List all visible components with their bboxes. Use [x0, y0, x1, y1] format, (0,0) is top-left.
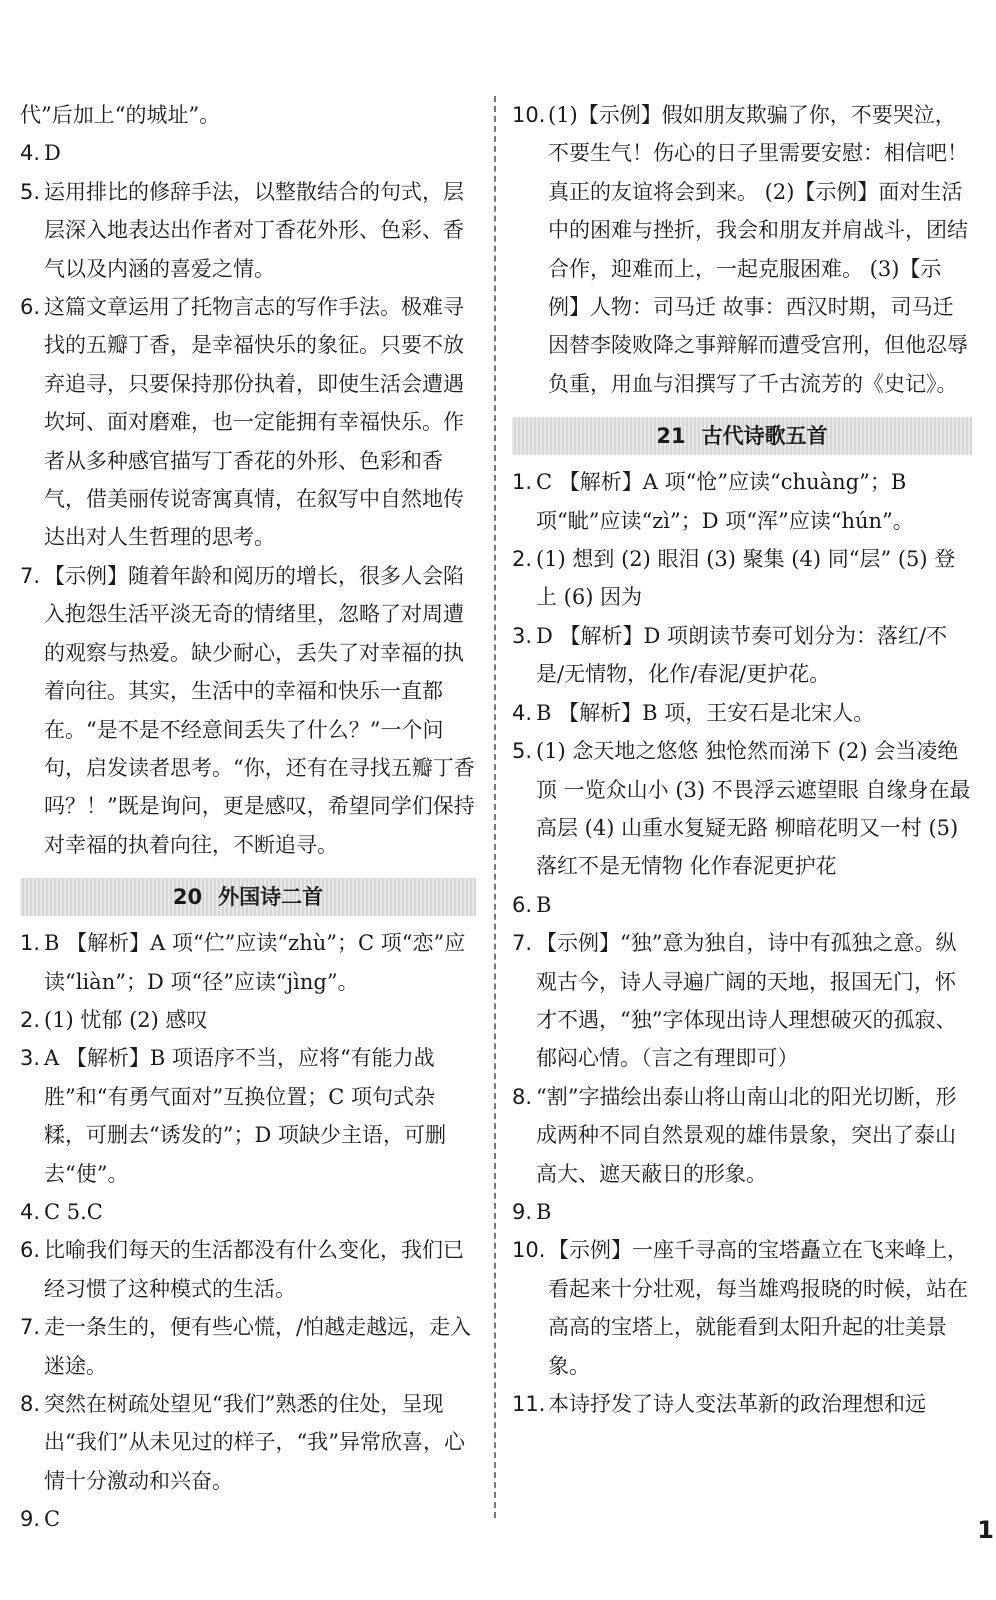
item-number: 2. [20, 1007, 41, 1032]
page-number: 1 [977, 1516, 994, 1544]
item-number: 9. [512, 1199, 533, 1224]
answer-item [20, 96, 476, 134]
section-heading [20, 878, 476, 916]
answer-item [20, 1231, 476, 1308]
item-text: D [44, 141, 61, 166]
item-text: 比喻我们每天的生活都没有什么变化，我们已经习惯了这种模式的生活。 [44, 1238, 464, 1301]
item-text: (1) 想到 (2) 眼泪 (3) 聚集 (4) 同“层” (5) 登上 (6) 因为 [536, 547, 956, 610]
answer-item [20, 924, 476, 1001]
item-number: 10. [512, 103, 546, 127]
item-text: 运用排比的修辞手法，以整散结合的句式，层层深入地表达出作者对丁香花外形、色彩、香气以及内涵的喜爱之情。 [44, 179, 464, 281]
item-text: “割”字描绘出泰山将山南山北的阳光切断，形成两种不同自然景观的雄伟景象，突出了泰山高大、遮天蔽日的形象。 [536, 1084, 957, 1186]
item-number: 4. [512, 700, 533, 725]
answer-item [512, 96, 972, 403]
column-divider [494, 96, 496, 1518]
answer-item [20, 134, 476, 172]
answer-item [20, 1001, 476, 1039]
item-text: (1) 忧郁 (2) 感叹 [44, 1007, 208, 1032]
answer-item [512, 1231, 972, 1385]
item-number: 8. [20, 1392, 41, 1416]
item-number: 7. [20, 563, 41, 588]
item-number: 11. [512, 1392, 546, 1416]
item-text: C 【解析】A 项“怆”应读“chuàng”；B 项“眦”应读“zì”；D 项“浑”应读“hún”。 [536, 470, 914, 533]
answer-item [20, 288, 476, 557]
answer-item [20, 1308, 476, 1385]
item-text: 【示例】“独”意为独自，诗中有孤独之意。纵观古今，诗人寻遍广阔的天地，报国无门，怀才不遇，“独”字体现出诗人理想破灭的孤寂、郁闷心情。（言之有理即可） [536, 931, 957, 1071]
right-column [512, 96, 972, 1423]
section-title: 古代诗歌五首 [701, 424, 828, 449]
item-text: 【示例】随着年龄和阅历的增长，很多人会陷入抱怨生活平淡无奇的情绪里，忽略了对周遭的观察与热爱。缺少耐心，丢失了对幸福的执着向往。其实，生活中的幸福和快乐一直都在。“是不是不经意间丢失了什么？”一个问句，启发读者思考。“你，还有在寻找五瓣丁香吗？！”既是询问，更是感叹，希望同学们保持对幸福的执着向往，不断追寻。 [44, 563, 475, 857]
item-text: 代”后加上“的城址”。 [20, 103, 221, 127]
answer-item [512, 886, 972, 924]
item-number: 9. [20, 1507, 41, 1532]
section-heading [512, 417, 972, 455]
item-text: 突然在树疏处望见“我们”熟悉的住处，呈现出“我们”从未见过的样子，“我”异常欣喜，心情十分激动和兴奋。 [44, 1392, 465, 1493]
section-title: 外国诗二首 [218, 885, 324, 910]
item-number: 7. [512, 931, 533, 956]
answer-item [512, 1078, 972, 1193]
answer-item [512, 924, 972, 1078]
item-text: A 【解析】B 项语序不当，应将“有能力战胜”和“有勇气面对”互换位置；C 项句式杂糅，可删去“诱发的”；D 项缺少主语，可删去“使”。 [44, 1046, 446, 1186]
item-number: 3. [512, 623, 533, 648]
item-text: B [536, 1199, 552, 1224]
item-text: 【示例】一座千寻高的宝塔矗立在飞来峰上，看起来十分壮观，每当雄鸡报晓的时候，站在高高的宝塔上，就能看到太阳升起的壮美景象。 [548, 1238, 968, 1378]
item-text: (1) 念天地之悠悠 独怆然而涕下 (2) 会当凌绝顶 一览众山小 (3) 不畏浮云遮望眼 自缘身在最高层 (4) 山重水复疑无路 柳暗花明又一村 (5) 落红不是无情物 化作春泥更护花 [536, 739, 971, 879]
item-text: B [536, 892, 552, 917]
item-text: C [44, 1507, 61, 1532]
item-text: (1)【示例】假如朋友欺骗了你，不要哭泣，不要生气！伤心的日子里需要安慰：相信吧！真正的友谊将会到来。 (2)【示例】面对生活中的困难与挫折，我会和朋友并肩战斗，团结合作，迎难而上，一起克服困难。 (3)【示例】人物：司马迁 故事：西汉时期，司马迁因替李陵败降之事辩解而遭受宫刑，但他忍辱负重，用血与泪撰写了千古流芳的《史记》。 [548, 103, 968, 396]
item-number: 5. [20, 179, 41, 204]
answer-item [512, 694, 972, 732]
answer-item [20, 557, 476, 864]
item-text: B 【解析】B 项，王安石是北宋人。 [536, 700, 875, 725]
item-number: 5. [512, 739, 533, 764]
item-number: 2. [512, 547, 533, 572]
answer-item [512, 617, 972, 694]
item-number: 8. [512, 1084, 533, 1109]
item-number: 4. [20, 141, 41, 166]
item-number: 10. [512, 1238, 546, 1263]
item-number: 7. [20, 1315, 41, 1340]
item-number: 6. [20, 1238, 41, 1263]
item-text: 本诗抒发了诗人变法革新的政治理想和远 [548, 1392, 926, 1416]
item-text: D 【解析】D 项朗读节奏可划分为：落红/不是/无情物，化作/春泥/更护花。 [536, 623, 948, 687]
item-number: 6. [512, 892, 533, 917]
answer-item [20, 1500, 476, 1538]
item-number: 3. [20, 1046, 41, 1071]
left-column [20, 96, 476, 1539]
item-text: B 【解析】A 项“伫”应读“zhù”；C 项“恋”应读“liàn”；D 项“径”应读“jìng”。 [44, 931, 466, 994]
answer-item [512, 540, 972, 617]
section-number: 20 [172, 885, 203, 910]
answer-item [512, 1385, 972, 1423]
item-text: 这篇文章运用了托物言志的写作手法。极难寻找的五瓣丁香，是幸福快乐的象征。只要不放弃追寻，只要保持那份执着，即使生活会遭遇坎坷、面对磨难，也一定能拥有幸福快乐。作者从多种感官描写丁香花的外形、色彩和香气，借美丽传说寄寓真情，在叙写中自然地传达出对人生哲理的思考。 [44, 295, 464, 550]
answer-item [512, 463, 972, 540]
item-text: C 5.C [44, 1199, 103, 1224]
answer-item [20, 173, 476, 288]
section-number: 21 [656, 424, 686, 449]
answer-item [512, 1193, 972, 1231]
item-number: 6. [20, 295, 41, 320]
item-text: 走一条生的，便有些心慌，/怕越走越远，走入迷途。 [44, 1315, 472, 1378]
answer-item [20, 1039, 476, 1193]
item-number: 4. [20, 1199, 41, 1224]
item-number: 1. [20, 931, 41, 956]
answer-item [512, 732, 972, 886]
answer-item [20, 1193, 476, 1231]
answer-item [20, 1385, 476, 1500]
item-number: 1. [512, 470, 533, 495]
